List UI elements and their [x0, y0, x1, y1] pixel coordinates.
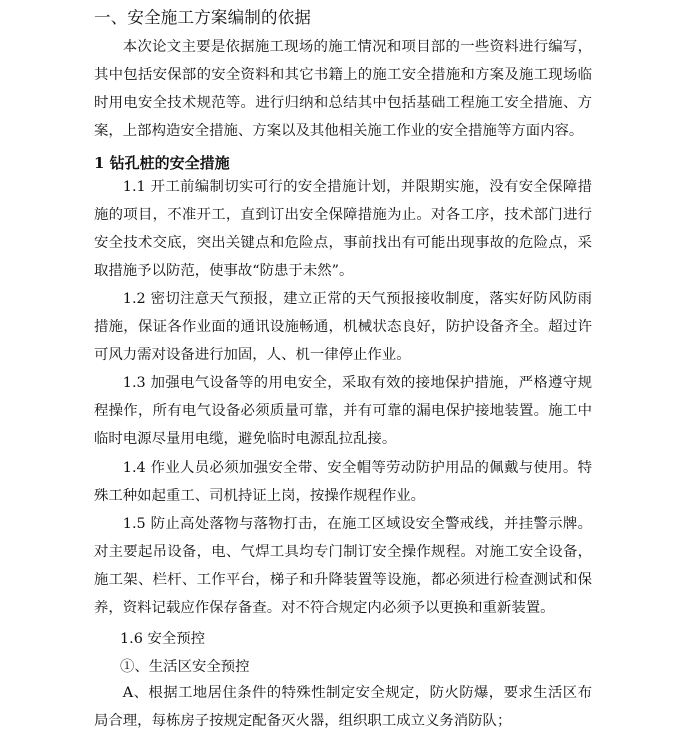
paragraph-a: A、根据工地居住条件的特殊性制定安全规定，防火防爆，要求生活区布局合理，每栋房子按规定配备灭火器，组织职工成立义务消防队；	[94, 685, 592, 729]
paragraph-1-3: 1.3 加强电气设备等的用电安全，采取有效的接地保护措施，严格遵守规程操作，所有电气设备必须质量可靠，并有可靠的漏电保护接地装置。施工中临时电源尽量用电缆，避免临时电源乱拉乱接。	[94, 375, 592, 447]
section-heading: 一、安全施工方案编制的依据	[94, 8, 312, 27]
paragraph-1-1: 1.1 开工前编制切实可行的安全措施计划，并限期实施，没有安全保障措施的项目，不准开工，直到订出安全保障措施为止。对各工序，技术部门进行安全技术交底，突出关键点和危险点，事前找出有可能出现事故的危险点，采取措施予以防范，使事故“防患于未然”。	[94, 179, 592, 279]
intro-paragraph: 本次论文主要是依据施工现场的施工情况和项目部的一些资料进行编写，其中包括安保部的安全资料和其它书籍上的施工安全措施和方案及施工现场临时用电安全技术规范等。进行归纳和总结其中包括基础工程施工安全措施、方案，上部构造安全措施、方案以及其他相关施工作业的安全措施等方面内容。	[94, 39, 592, 139]
subsection-heading: 1 钻孔桩的安全措施	[94, 154, 230, 172]
paragraph-1-2: 1.2 密切注意天气预报，建立正常的天气预报接收制度，落实好防风防雨措施，保证各作业面的通讯设施畅通，机械状态良好，防护设备齐全。超过许可风力需对设备进行加固，人、机一律停止作业。	[94, 291, 592, 363]
living-area-heading: ①、生活区安全预控	[120, 659, 250, 675]
paragraph-1-5: 1.5 防止高处落物与落物打击，在施工区域设安全警戒线，并挂警示牌。对主要起吊设备，电、气焊工具均专门制订安全操作规程。对施工安全设备，施工架、栏杆、工作平台，梯子和升降装置等设施，都必须进行检查测试和保养，资料记载应作保存备查。对不符合规定内必须予以更换和重新装置。	[94, 516, 592, 616]
paragraph-1-4: 1.4 作业人员必须加强安全带、安全帽等劳动防护用品的佩戴与使用。特殊工种如起重工、司机持证上岗，按操作规程作业。	[94, 460, 592, 504]
paragraph-1-6-heading: 1.6 安全预控	[120, 631, 206, 647]
